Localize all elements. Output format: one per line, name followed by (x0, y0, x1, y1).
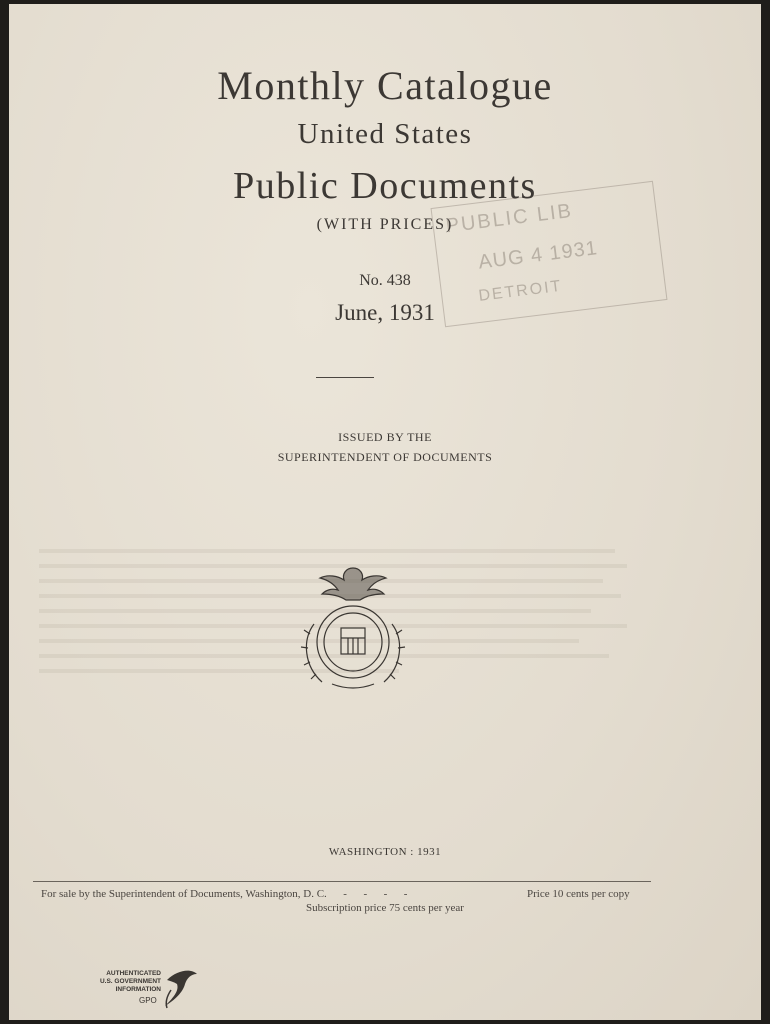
subscription-price: Subscription price 75 cents per year (306, 902, 464, 914)
document-page (9, 4, 761, 1020)
stamp-city: DETROIT (477, 277, 564, 305)
issue-date: June, 1931 (335, 300, 435, 325)
divider (316, 377, 374, 378)
title-line-2: United States (297, 118, 473, 150)
issuer-line-1: ISSUED BY THE (338, 430, 432, 444)
issue-number: No. 438 (359, 272, 411, 289)
title-line-1: Monthly Catalogue (217, 63, 553, 108)
gpo-authenticated-logo (69, 966, 209, 1014)
gpo-logo-text: AUTHENTICATED U.S. GOVERNMENT INFORMATION (99, 970, 161, 993)
sale-notice: For sale by the Superintendent of Documents, Washington, D. C. - - - - (41, 888, 408, 900)
issuer-line-2: SUPERINTENDENT OF DOCUMENTS (277, 450, 493, 464)
eagle-icon (161, 966, 201, 1012)
gpo-abbr: GPO (139, 996, 157, 1005)
footer-divider (33, 881, 651, 882)
imprint-place-year: WASHINGTON : 1931 (328, 846, 442, 858)
stamp-library: PUBLIC LIB (444, 199, 575, 238)
stamp-date: AUG 4 1931 (477, 237, 600, 274)
eagle-seal-icon (292, 564, 414, 694)
title-line-3: Public Documents (233, 165, 537, 207)
subtitle: (WITH PRICES) (316, 216, 454, 233)
price-notice: Price 10 cents per copy (527, 888, 630, 900)
